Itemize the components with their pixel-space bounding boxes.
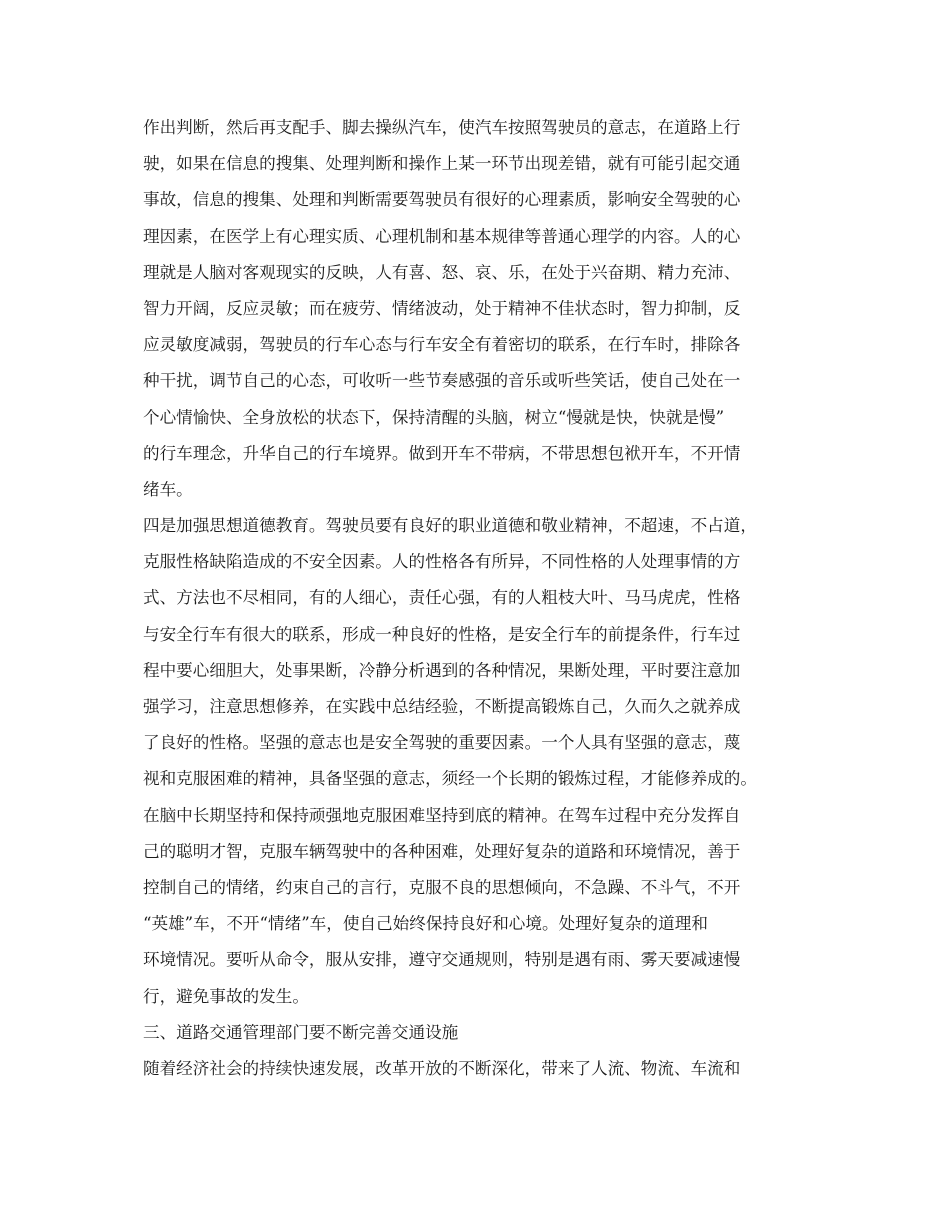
text-line: 了良好的性格。坚强的意志也是安全驾驶的重要因素。一个人具有坚强的意志，蔑 xyxy=(143,733,741,753)
text-line: 种干扰，调节自己的心态，可收听一些节奏感强的音乐或听些笑话，使自己处在一 xyxy=(143,371,741,391)
text-line: 智力开阔，反应灵敏；而在疲劳、情绪波动，处于精神不佳状态时，智力抑制，反 xyxy=(143,298,741,318)
text-line: 理因素，在医学上有心理实质、心理机制和基本规律等普通心理学的内容。人的心 xyxy=(143,226,741,246)
document-body xyxy=(143,110,815,1087)
text-line: 驶，如果在信息的搜集、处理判断和操作上某一环节出现差错，就有可能引起交通 xyxy=(143,154,741,174)
section-heading: 三、道路交通管理部门要不断完善交通设施 xyxy=(143,1022,459,1042)
text-line: 的行车理念，升华自己的行车境界。做到开车不带病，不带思想包袱开车，不开情 xyxy=(143,443,741,463)
text-line: 个心情愉快、全身放松的状态下，保持清醒的头脑，树立“慢就是快，快就是慢” xyxy=(143,407,725,427)
text-line: 己的聪明才智，克服车辆驾驶中的各种困难，处理好复杂的道路和环境情况，善于 xyxy=(143,841,741,861)
text-line: 式、方法也不尽相同，有的人细心，责任心强，有的人粗枝大叶、马马虎虎，性格 xyxy=(143,588,741,608)
text-line: 环境情况。要听从命令，服从安排，遵守交通规则，特别是遇有雨、雾天要减速慢 xyxy=(143,950,741,970)
section-heading-line: 四是加强思想道德教育。驾驶员要有良好的职业道德和敬业精神，不超速，不占道， xyxy=(143,516,757,536)
text-line: 理就是人脑对客观现实的反映，人有喜、怒、哀、乐，在处于兴奋期、精力充沛、 xyxy=(143,262,741,282)
text-line: 克服性格缺陷造成的不安全因素。人的性格各有所异，不同性格的人处理事情的方 xyxy=(143,552,741,572)
text-line: 强学习，注意思想修养，在实践中总结经验，不断提高锻炼自己，久而久之就养成 xyxy=(143,697,741,716)
text-line: 事故，信息的搜集、处理和判断需要驾驶员有很好的心理素质，影响安全驾驶的心 xyxy=(143,190,741,210)
text-line: 绪车。 xyxy=(143,479,193,499)
text-line: 行，避免事故的发生。 xyxy=(143,986,309,1006)
text-line: 随着经济社会的持续快速发展，改革开放的不断深化，带来了人流、物流、车流和 xyxy=(143,1058,741,1078)
text-line: 在脑中长期坚持和保持顽强地克服困难坚持到底的精神。在驾车过程中充分发挥自 xyxy=(143,805,741,825)
text-line: 程中要心细胆大，处事果断，冷静分析遇到的各种情况，果断处理，平时要注意加 xyxy=(143,660,741,680)
text-line: “英雄”车，不开“情绪”车，使自己始终保持良好和心境。处理好复杂的道理和 xyxy=(143,914,708,934)
text-line: 应灵敏度减弱，驾驶员的行车心态与行车安全有着密切的联系，在行车时，排除各 xyxy=(143,335,741,355)
text-line: 作出判断，然后再支配手、脚去操纵汽车，使汽车按照驾驶员的意志，在道路上行 xyxy=(143,118,741,137)
text-line: 与安全行车有很大的联系，形成一种良好的性格，是安全行车的前提条件，行车过 xyxy=(143,624,741,644)
text-line: 控制自己的情绪，约束自己的言行，克服不良的思想倾向，不急躁、不斗气，不开 xyxy=(143,877,741,897)
text-line: 视和克服困难的精神，具备坚强的意志，须经一个长期的锻炼过程，才能修养成的。 xyxy=(143,769,757,789)
